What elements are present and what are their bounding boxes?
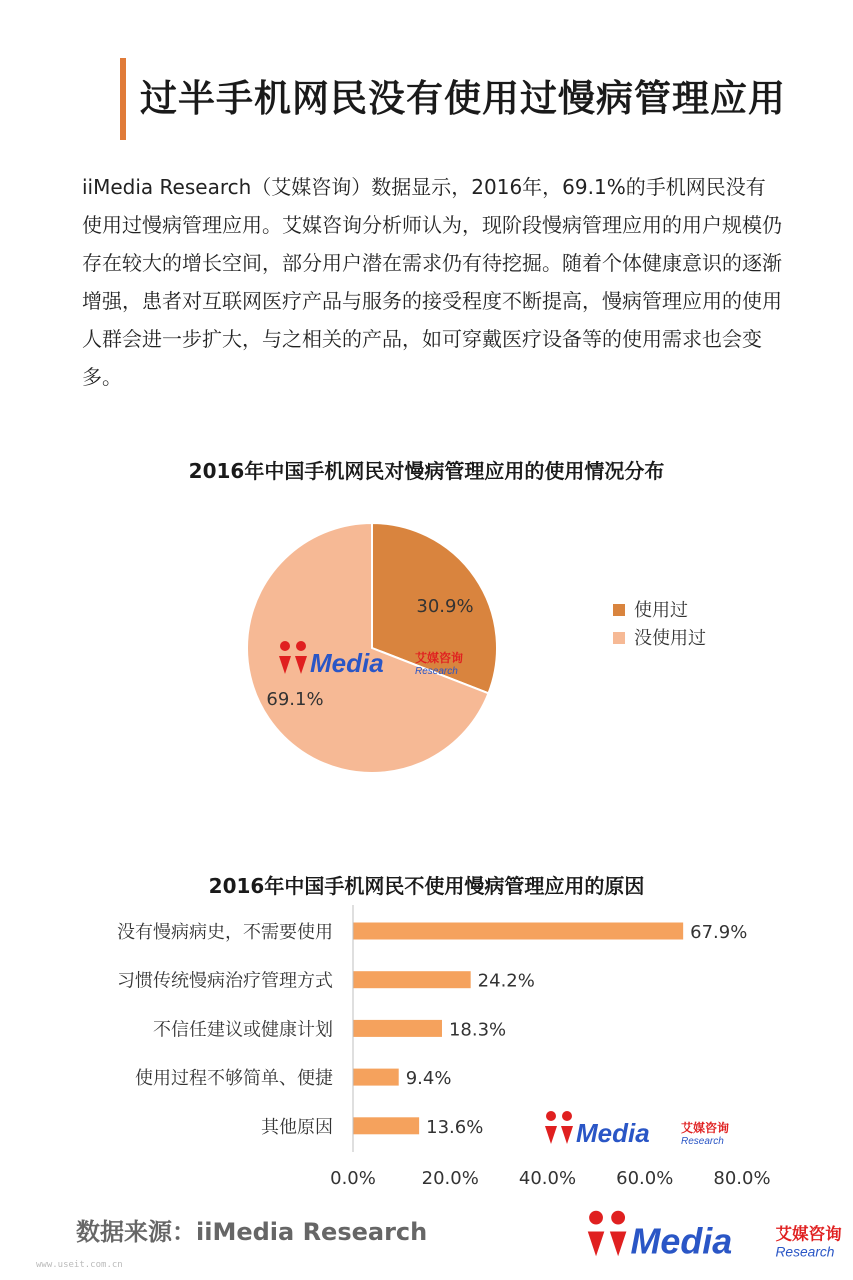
data-source: 数据来源：iiMedia Research bbox=[76, 1218, 428, 1246]
bar-value-3: 18.3% bbox=[448, 1019, 507, 1041]
footer-url: www.useit.com.cn bbox=[36, 1260, 123, 1270]
bar-category-3: 不信任建议或健康计划 bbox=[153, 1019, 333, 1041]
intro-paragraph: iiMedia Research（艾媒咨询）数据显示，2016年，69.1%的手机网民没有使用过慢病管理应用。艾媒咨询分析师认为，现阶段慢病管理应用的用户规模仍存在较大的增长空间，部分用户潜在需求仍有待挖掘。随着个体健康意识的逐渐增强，患者对互联网医疗产品与服务的接受程度不断提高，慢病管理应用的使用人群会进一步扩大，与之相关的产品，如可穿戴医疗设备等的使用需求也会变多。 bbox=[82, 175, 782, 389]
x-tick-2: 20.0% bbox=[421, 1168, 479, 1189]
bar-logo bbox=[545, 1111, 729, 1148]
bar-category-4: 使用过程不够简单、便捷 bbox=[135, 1068, 333, 1090]
legend-label-2: 没使用过 bbox=[634, 628, 706, 649]
bar-value-1: 67.9% bbox=[690, 922, 748, 943]
x-tick-4: 60.0% bbox=[616, 1168, 674, 1189]
footer-logo bbox=[588, 1211, 842, 1262]
x-tick-1: 0.0% bbox=[330, 1168, 376, 1189]
legend-swatch-2 bbox=[613, 632, 625, 644]
bar-2 bbox=[353, 971, 471, 988]
svg-text:艾媒咨询: 艾媒咨询 bbox=[775, 1224, 842, 1244]
svg-text:Research: Research bbox=[681, 1136, 724, 1147]
bar-value-4: 9.4% bbox=[405, 1068, 452, 1090]
legend-label-1: 使用过 bbox=[634, 600, 688, 621]
x-tick-5: 80.0% bbox=[713, 1168, 771, 1189]
svg-text:Media: Media bbox=[576, 1118, 650, 1148]
pie-label-used: 30.9% bbox=[416, 596, 474, 617]
bar-value-2: 24.2% bbox=[477, 970, 535, 992]
pie-label-not-used: 69.1% bbox=[266, 689, 324, 710]
bar-3 bbox=[353, 1020, 442, 1037]
bar-value-5: 13.6% bbox=[426, 1116, 484, 1138]
legend-swatch-1 bbox=[613, 604, 625, 616]
svg-text:艾媒咨询: 艾媒咨询 bbox=[415, 651, 464, 665]
x-tick-3: 40.0% bbox=[518, 1168, 577, 1189]
bar-category-5: 其他原因 bbox=[261, 1116, 333, 1138]
bar-5 bbox=[353, 1117, 419, 1134]
bar-category-2: 习惯传统慢病治疗管理方式 bbox=[117, 970, 333, 992]
bar-4 bbox=[353, 1069, 399, 1086]
svg-text:Media: Media bbox=[630, 1221, 733, 1262]
svg-text:Research: Research bbox=[775, 1244, 835, 1260]
svg-text:Research: Research bbox=[415, 666, 458, 677]
page-title: 过半手机网民没有使用过慢病管理应用 bbox=[140, 77, 786, 120]
bar-category-1: 没有慢病病史，不需要使用 bbox=[117, 922, 333, 943]
svg-text:艾媒咨询: 艾媒咨询 bbox=[681, 1121, 730, 1135]
bar-chart-title: 2016年中国手机网民不使用慢病管理应用的原因 bbox=[208, 874, 645, 898]
pie-chart-title: 2016年中国手机网民对慢病管理应用的使用情况分布 bbox=[188, 459, 665, 483]
svg-text:Media: Media bbox=[310, 648, 384, 678]
bar-1 bbox=[353, 923, 683, 940]
